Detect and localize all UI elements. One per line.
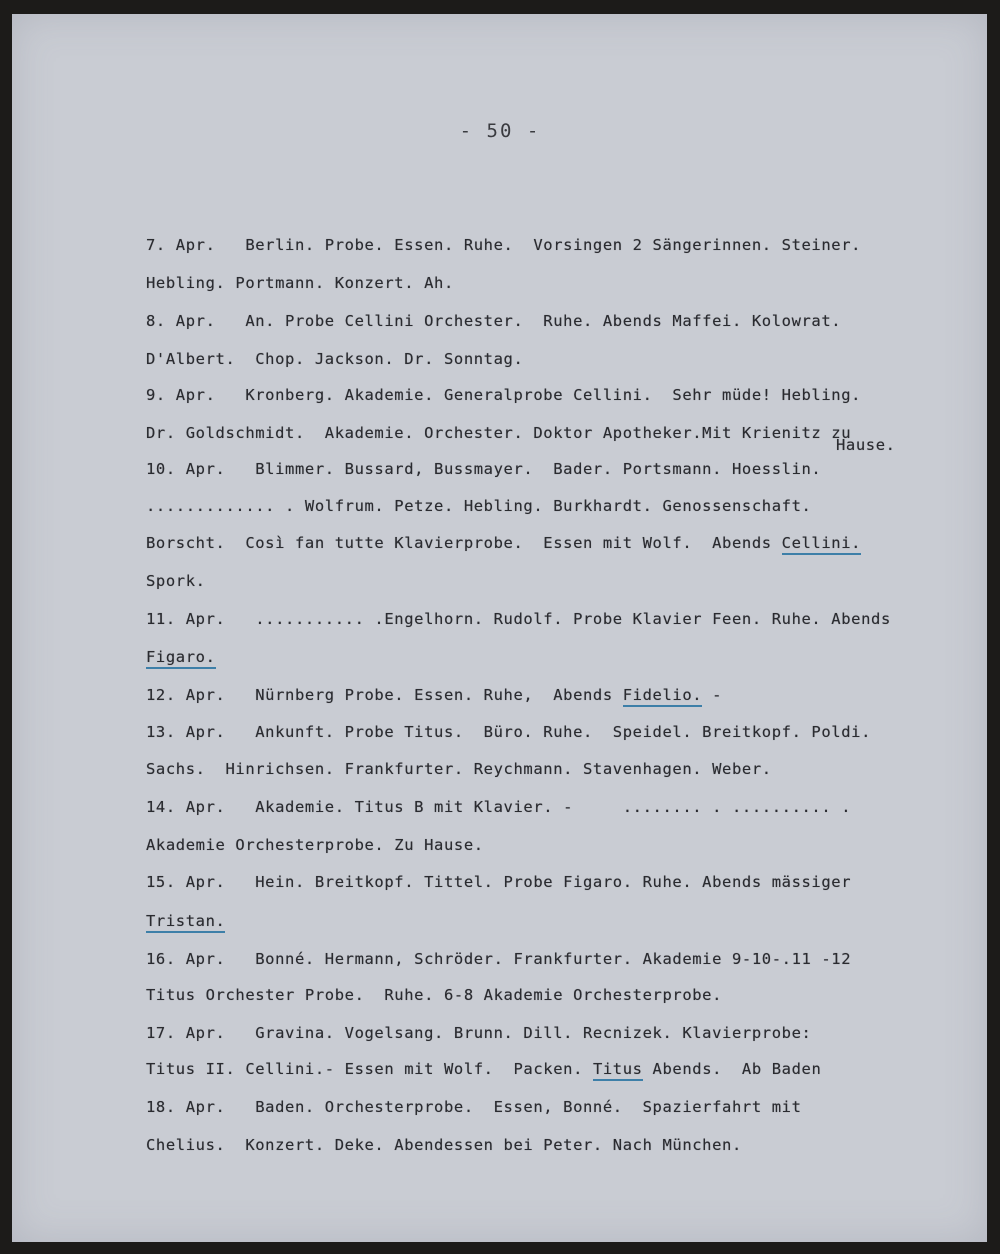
entry-line	[146, 798, 966, 816]
entry-line	[146, 986, 966, 1004]
document-page	[12, 14, 987, 1242]
entry-text: 10. Apr. Blimmer. Bussard, Bussmayer. Bader. Portsmann. Hoesslin.	[146, 460, 822, 478]
entry-line	[146, 534, 966, 552]
entry-text: ............. . Wolfrum. Petze. Hebling. Burkhardt. Genossenschaft.	[146, 497, 812, 515]
entry-text: 7. Apr. Berlin. Probe. Essen. Ruhe. Vorsingen 2 Sängerinnen. Steiner.	[146, 236, 862, 254]
underlined-work-title: Figaro.	[146, 648, 216, 669]
entry-line	[146, 1024, 966, 1042]
entry-text: 14. Apr. Akademie. Titus B mit Klavier. - ........ . .......... .	[146, 798, 852, 816]
entry-line	[146, 836, 966, 854]
entry-line	[146, 1136, 966, 1154]
underlined-work-title: Cellini.	[782, 534, 861, 555]
entry-text: 17. Apr. Gravina. Vogelsang. Brunn. Dill. Recnizek. Klavierprobe:	[146, 1024, 812, 1042]
entry-text: 18. Apr. Baden. Orchesterprobe. Essen, Bonné. Spazierfahrt mit	[146, 1098, 802, 1116]
entry-text: Borscht. Così fan tutte Klavierprobe. Essen mit Wolf. Abends	[146, 534, 782, 552]
line-continuation: Hause.	[836, 436, 896, 454]
entry-text-tail: Abends. Ab Baden	[642, 1060, 822, 1078]
entry-text: 9. Apr. Kronberg. Akademie. Generalprobe Cellini. Sehr müde! Hebling.	[146, 386, 862, 404]
entry-line	[146, 760, 966, 778]
entry-line	[146, 236, 966, 254]
entry-line	[146, 497, 966, 515]
entry-line	[146, 1060, 966, 1078]
entry-text: Titus II. Cellini.- Essen mit Wolf. Packen.	[146, 1060, 593, 1078]
entry-text: Akademie Orchesterprobe. Zu Hause.	[146, 836, 484, 854]
entry-line	[146, 424, 966, 442]
entry-text: 11. Apr. ........... .Engelhorn. Rudolf. Probe Klavier Feen. Ruhe. Abends	[146, 610, 891, 628]
entry-line	[146, 723, 966, 741]
entry-text: Chelius. Konzert. Deke. Abendessen bei Peter. Nach München.	[146, 1136, 742, 1154]
entry-line	[146, 312, 966, 330]
entry-line	[146, 912, 966, 930]
underlined-work-title: Titus	[593, 1060, 643, 1081]
entry-text: 8. Apr. An. Probe Cellini Orchester. Ruhe. Abends Maffei. Kolowrat.	[146, 312, 842, 330]
entry-line	[146, 350, 966, 368]
entry-line	[146, 386, 966, 404]
underlined-work-title: Fidelio.	[623, 686, 702, 707]
entry-text: Dr. Goldschmidt. Akademie. Orchester. Doktor Apotheker.Mit Krienitz zu	[146, 424, 852, 442]
page-number: - 50 -	[459, 120, 541, 142]
entry-text: D'Albert. Chop. Jackson. Dr. Sonntag.	[146, 350, 524, 368]
entry-text: 13. Apr. Ankunft. Probe Titus. Büro. Ruhe. Speidel. Breitkopf. Poldi.	[146, 723, 872, 741]
entry-text: Sachs. Hinrichsen. Frankfurter. Reychmann. Stavenhagen. Weber.	[146, 760, 772, 778]
entry-line	[146, 1098, 966, 1116]
entry-text: Titus Orchester Probe. Ruhe. 6-8 Akademie Orchesterprobe.	[146, 986, 723, 1004]
entry-text-tail: -	[702, 686, 723, 704]
entry-line	[146, 686, 966, 704]
entry-line	[146, 460, 966, 478]
entry-line	[146, 572, 966, 590]
entry-line	[146, 873, 966, 891]
entry-line	[146, 610, 966, 628]
entry-text: Spork.	[146, 572, 206, 590]
entry-line	[146, 950, 966, 968]
entry-line	[146, 648, 966, 666]
entry-text: 15. Apr. Hein. Breitkopf. Tittel. Probe Figaro. Ruhe. Abends mässiger	[146, 873, 852, 891]
entry-line	[146, 274, 966, 292]
entry-text: 16. Apr. Bonné. Hermann, Schröder. Frankfurter. Akademie 9-10-.11 -12	[146, 950, 852, 968]
entry-text: Hebling. Portmann. Konzert. Ah.	[146, 274, 454, 292]
underlined-work-title: Tristan.	[146, 912, 225, 933]
entry-text: 12. Apr. Nürnberg Probe. Essen. Ruhe, Abends	[146, 686, 623, 704]
